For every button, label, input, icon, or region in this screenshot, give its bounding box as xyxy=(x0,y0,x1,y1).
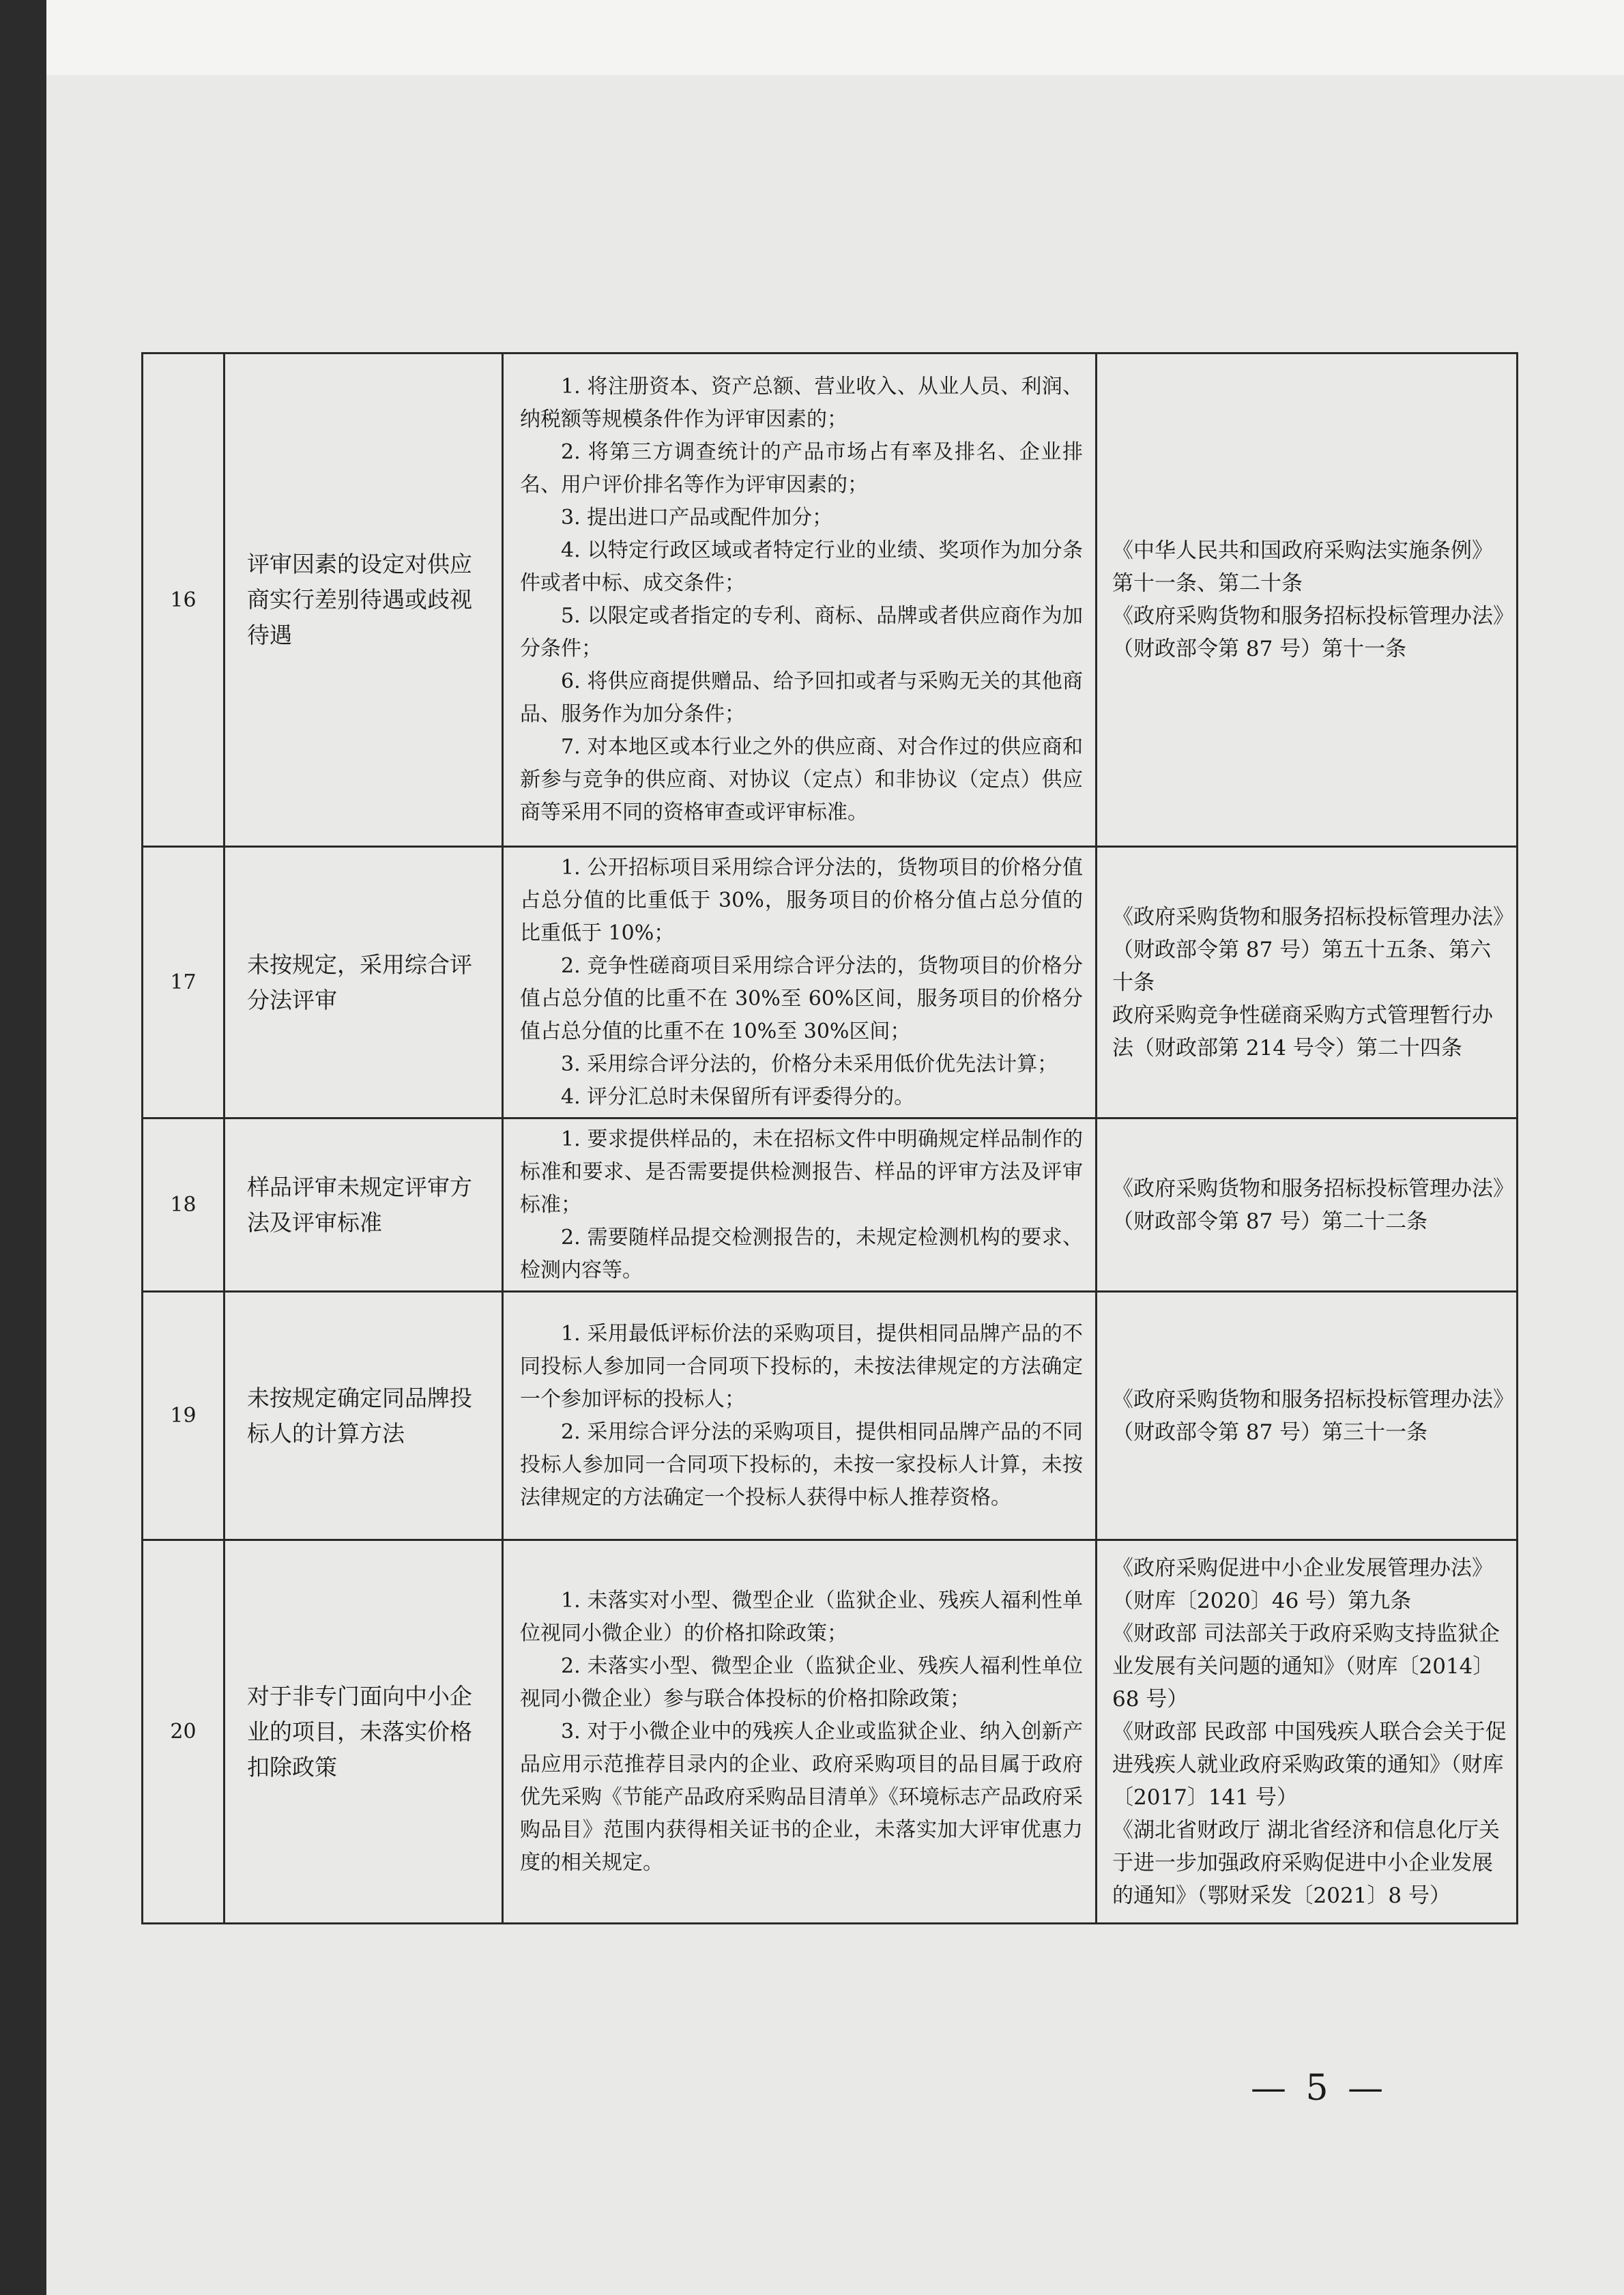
scan-left-margin xyxy=(0,0,46,2295)
legal-basis xyxy=(1097,1540,1518,1924)
page-number: — 5 — xyxy=(1251,2068,1388,2109)
row-number: 17 xyxy=(143,847,224,1118)
issue-title: 未按规定确定同品牌投标人的计算方法 xyxy=(224,1292,503,1540)
legal-basis xyxy=(1097,1292,1518,1540)
detail-line: 1. 公开招标项目采用综合评分法的，货物项目的价格分值占总分值的比重低于 30%，服务项目的价格分值占总分值的比重低于 10%； xyxy=(520,855,1083,945)
detail-line: 7. 对本地区或本行业之外的供应商、对合作过的供应商和新参与竞争的供应商、对协议（定点）和非协议（定点）供应商等采用不同的资格审查或评审标准。 xyxy=(520,735,1083,824)
legal-basis xyxy=(1097,1118,1518,1292)
basis-line: 《政府采购货物和服务招标投标管理办法》（财政部令第 87 号）第三十一条 xyxy=(1112,1387,1504,1445)
scan-top-margin xyxy=(0,0,1624,75)
table-row xyxy=(143,353,1518,847)
basis-line: 《中华人民共和国政府采购法实施条例》第十一条、第二十条 xyxy=(1112,538,1493,596)
row-number: 20 xyxy=(143,1540,224,1924)
detail-line: 1. 要求提供样品的，未在招标文件中明确规定样品制作的标准和要求、是否需要提供检测报告、样品的评审方法及评审标准； xyxy=(520,1127,1083,1217)
issue-details xyxy=(503,847,1097,1118)
row-number: 18 xyxy=(143,1118,224,1292)
table-row xyxy=(143,1540,1518,1924)
legal-basis xyxy=(1097,353,1518,847)
detail-line: 4. 评分汇总时未保留所有评委得分的。 xyxy=(561,1084,915,1109)
issue-details xyxy=(503,1540,1097,1924)
issue-details xyxy=(503,1118,1097,1292)
row-number: 16 xyxy=(143,353,224,847)
table-row xyxy=(143,1292,1518,1540)
basis-line: 政府采购竞争性磋商采购方式管理暂行办法（财政部第 214 号令）第二十四条 xyxy=(1112,1002,1493,1060)
issue-title: 未按规定，采用综合评分法评审 xyxy=(224,847,503,1118)
table-row xyxy=(143,1118,1518,1292)
basis-line: 《政府采购货物和服务招标投标管理办法》（财政部令第 87 号）第十一条 xyxy=(1112,604,1504,661)
detail-line: 1. 采用最低评标价法的采购项目，提供相同品牌产品的不同投标人参加同一合同项下投标的，未按法律规定的方法确定一个参加评标的投标人； xyxy=(520,1321,1083,1411)
detail-line: 1. 将注册资本、资产总额、营业收入、从业人员、利润、纳税额等规模条件作为评审因素的； xyxy=(520,375,1083,431)
detail-line: 2. 采用综合评分法的采购项目，提供相同品牌产品的不同投标人参加同一合同项下投标的，未按一家投标人计算，未按法律规定的方法确定一个投标人获得中标人推荐资格。 xyxy=(520,1419,1083,1510)
detail-line: 3. 采用综合评分法的，价格分未采用低价优先法计算； xyxy=(561,1052,1058,1076)
regulation-table xyxy=(141,352,1518,1924)
table-row xyxy=(143,847,1518,1118)
detail-line: 1. 未落实对小型、微型企业（监狱企业、残疾人福利性单位视同小微企业）的价格扣除政策； xyxy=(520,1588,1083,1645)
detail-line: 3. 对于小微企业中的残疾人企业或监狱企业、纳入创新产品应用示范推荐目录内的企业、政府采购项目的品目属于政府优先采购《节能产品政府采购品目清单》《环境标志产品政府采购品目》范围内获得相关证书的企业，未落实加大评审优惠力度的相关规定。 xyxy=(520,1719,1083,1875)
basis-line: 《政府采购货物和服务招标投标管理办法》（财政部令第 87 号）第二十二条 xyxy=(1112,1176,1504,1234)
legal-basis xyxy=(1097,847,1518,1118)
detail-line: 5. 以限定或者指定的专利、商标、品牌或者供应商作为加分条件； xyxy=(520,604,1083,661)
issue-title: 对于非专门面向中小企业的项目，未落实价格扣除政策 xyxy=(224,1540,503,1924)
basis-line: 《财政部 民政部 中国残疾人联合会关于促进残疾人就业政府采购政策的通知》（财库〔2017〕141 号） xyxy=(1112,1719,1507,1810)
issue-details xyxy=(503,353,1097,847)
detail-line: 4. 以特定行政区域或者特定行业的业绩、奖项作为加分条件或者中标、成交条件； xyxy=(520,538,1083,595)
basis-line: 《政府采购促进中小企业发展管理办法》（财库〔2020〕46 号）第九条 xyxy=(1112,1555,1493,1613)
row-number: 19 xyxy=(143,1292,224,1540)
detail-line: 2. 将第三方调查统计的产品市场占有率及排名、企业排名、用户评价排名等作为评审因素的； xyxy=(520,440,1083,497)
detail-line: 2. 未落实小型、微型企业（监狱企业、残疾人福利性单位视同小微企业）参与联合体投标的价格扣除政策； xyxy=(520,1654,1083,1711)
detail-line: 2. 需要随样品提交检测报告的，未规定检测机构的要求、检测内容等。 xyxy=(520,1225,1083,1282)
detail-line: 2. 竞争性磋商项目采用综合评分法的，货物项目的价格分值占总分值的比重不在 30%至 60%区间，服务项目的价格分值占总分值的比重不在 10%至 30%区间； xyxy=(520,953,1083,1043)
issue-details xyxy=(503,1292,1097,1540)
basis-line: 《财政部 司法部关于政府采购支持监狱企业发展有关问题的通知》（财库〔2014〕68 号） xyxy=(1112,1621,1500,1712)
document-page xyxy=(46,75,1624,2295)
basis-line: 《湖北省财政厅 湖北省经济和信息化厅关于进一步加强政府采购促进中小企业发展的通知》（鄂财采发〔2021〕8 号） xyxy=(1112,1817,1500,1908)
detail-line: 3. 提出进口产品或配件加分； xyxy=(561,506,833,530)
issue-title: 样品评审未规定评审方法及评审标准 xyxy=(224,1118,503,1292)
basis-line: 《政府采购货物和服务招标投标管理办法》（财政部令第 87 号）第五十五条、第六十条 xyxy=(1112,904,1504,995)
detail-line: 6. 将供应商提供赠品、给予回扣或者与采购无关的其他商品、服务作为加分条件； xyxy=(520,669,1083,726)
issue-title: 评审因素的设定对供应商实行差别待遇或歧视待遇 xyxy=(224,353,503,847)
